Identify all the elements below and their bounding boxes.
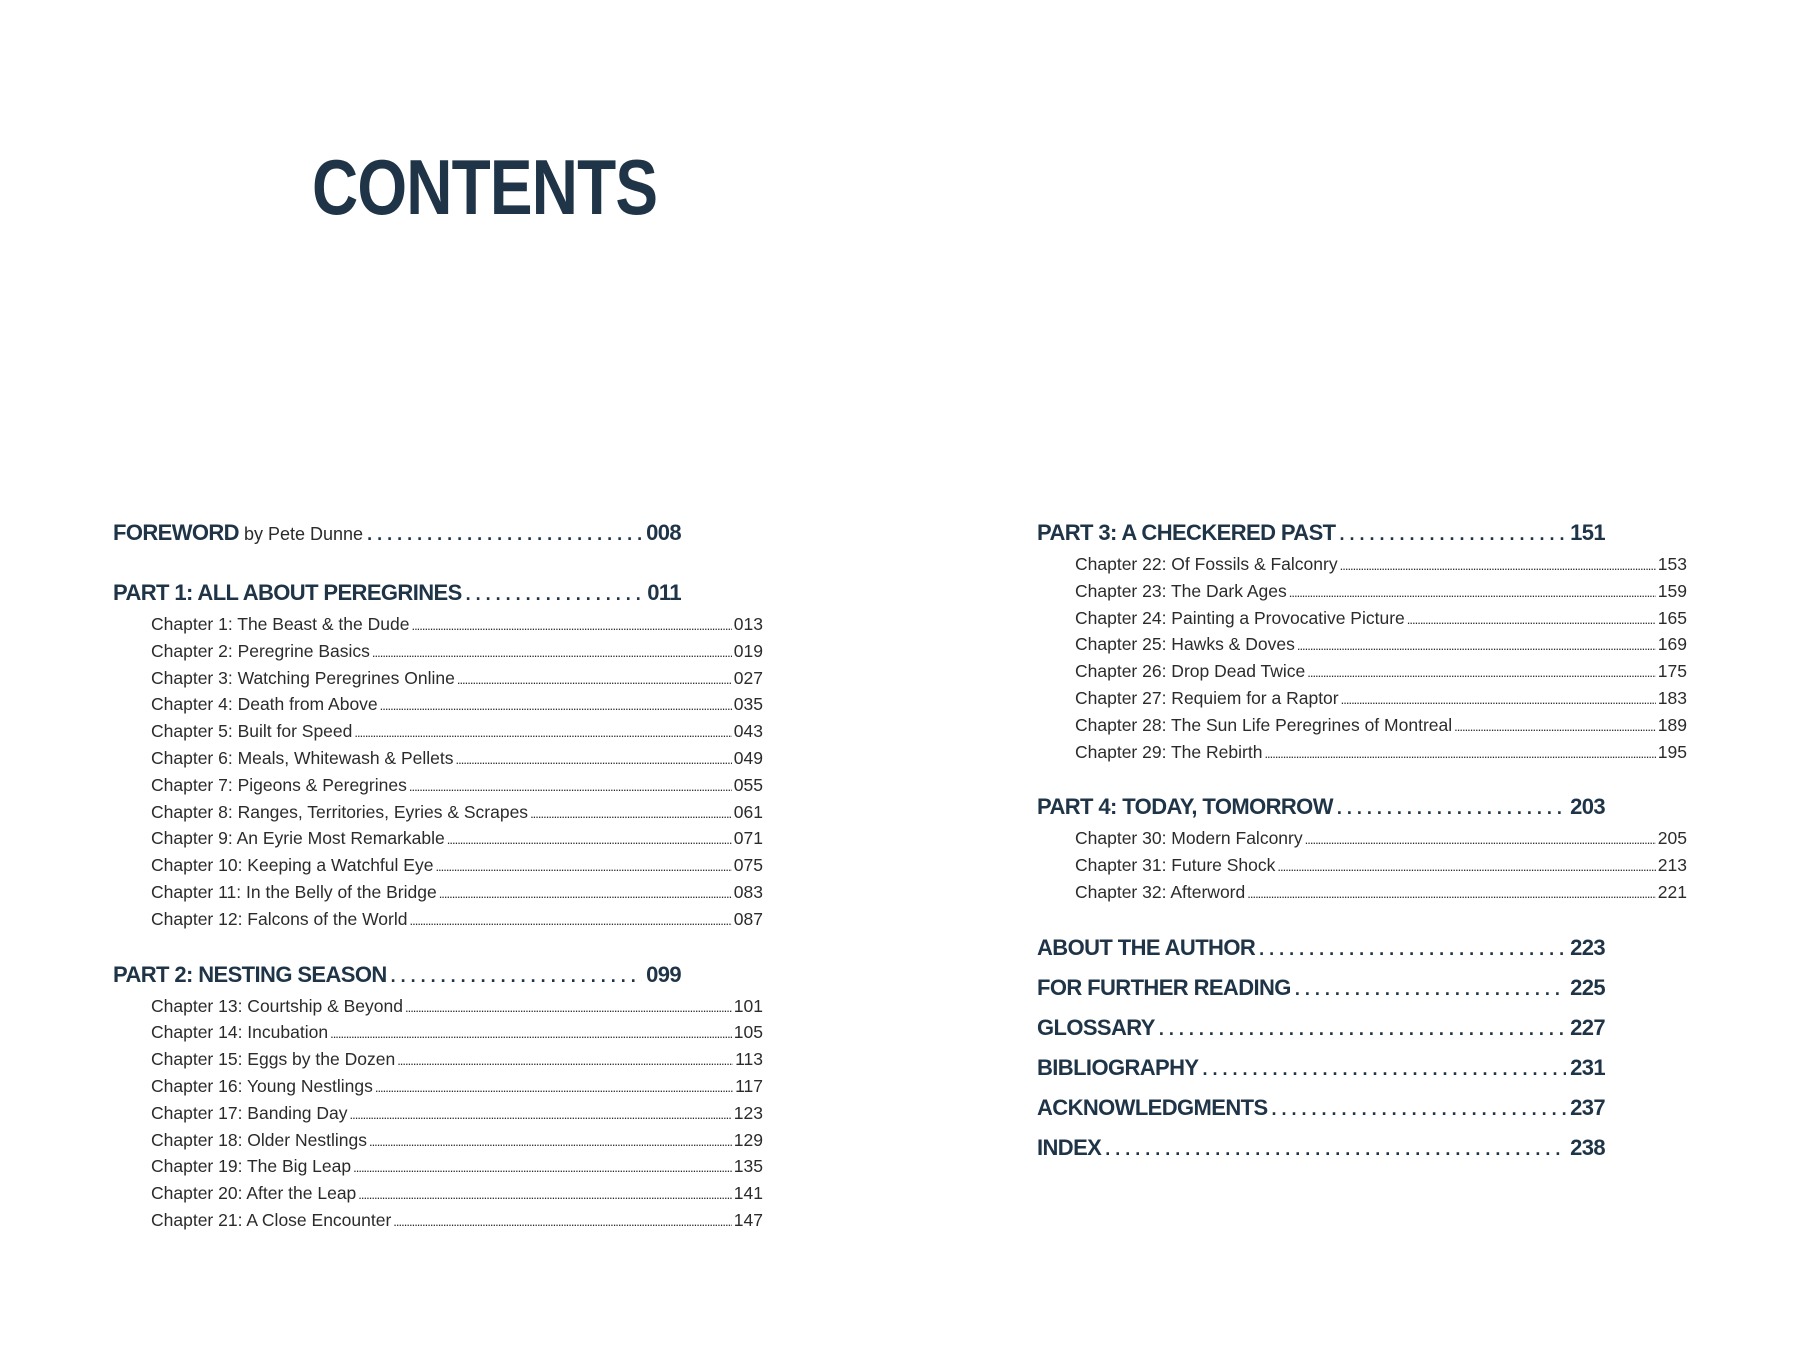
toc-section bbox=[113, 580, 763, 936]
heading-label: ACKNOWLEDGMENTS bbox=[1037, 1094, 1268, 1120]
dot-leader bbox=[409, 913, 731, 928]
toc-heading-glossary[interactable] bbox=[1037, 1015, 1605, 1055]
heading-label: FOR FURTHER READING bbox=[1037, 974, 1291, 1000]
toc-heading-part-4-today-tomorrow[interactable] bbox=[1037, 794, 1605, 828]
toc-left-column bbox=[113, 520, 763, 1263]
chapter-page-number: 027 bbox=[733, 667, 763, 688]
dot-leader bbox=[1159, 1019, 1566, 1040]
toc-heading-for-further-reading[interactable] bbox=[1037, 975, 1605, 1015]
chapter-page-number: 075 bbox=[733, 855, 763, 876]
dot-leader bbox=[380, 698, 732, 713]
chapter-page-number: 071 bbox=[733, 828, 763, 849]
dot-leader bbox=[1341, 692, 1656, 707]
toc-heading-bibliography[interactable] bbox=[1037, 1055, 1605, 1095]
toc-chapter-entry[interactable] bbox=[1075, 554, 1687, 581]
chapter-page-number: 159 bbox=[1657, 580, 1687, 601]
dot-leader bbox=[367, 524, 642, 545]
toc-chapter-entry[interactable] bbox=[1075, 882, 1687, 909]
toc-heading-about-the-author[interactable] bbox=[1037, 935, 1605, 975]
heading-label: ABOUT THE AUTHOR bbox=[1037, 934, 1256, 960]
chapter-page-number: 035 bbox=[733, 694, 763, 715]
chapter-label: Chapter 24: Painting a Provocative Picture bbox=[1075, 607, 1405, 628]
heading-page-number: 008 bbox=[646, 520, 681, 545]
dot-leader bbox=[393, 1214, 732, 1229]
heading-page-number: 231 bbox=[1570, 1054, 1605, 1080]
chapter-label: Chapter 12: Falcons of the World bbox=[151, 908, 408, 929]
heading-label: GLOSSARY bbox=[1037, 1014, 1155, 1040]
toc-chapter-entry[interactable] bbox=[151, 1076, 763, 1103]
heading-page-number: 225 bbox=[1570, 974, 1605, 1000]
chapter-label: Chapter 17: Banding Day bbox=[151, 1102, 348, 1123]
chapter-label: Chapter 19: The Big Leap bbox=[151, 1156, 352, 1177]
heading-page-number: 223 bbox=[1570, 934, 1605, 960]
toc-chapter-entry[interactable] bbox=[151, 828, 763, 855]
heading-label: BIBLIOGRAPHY bbox=[1037, 1054, 1199, 1080]
chapter-page-number: 153 bbox=[1657, 554, 1687, 574]
chapter-page-number: 135 bbox=[733, 1156, 763, 1177]
page-title: CONTENTS bbox=[312, 143, 658, 231]
dot-leader bbox=[447, 832, 732, 847]
dot-leader bbox=[1277, 859, 1655, 874]
dot-leader bbox=[354, 725, 731, 740]
dot-leader bbox=[409, 779, 732, 794]
toc-heading-part-1-all-about-peregrines[interactable] bbox=[113, 580, 681, 614]
toc-chapter-entry[interactable] bbox=[151, 1103, 763, 1130]
chapter-label: Chapter 18: Older Nestlings bbox=[151, 1129, 367, 1150]
dot-leader bbox=[1340, 558, 1656, 573]
dot-leader bbox=[1264, 746, 1655, 761]
chapter-page-number: 165 bbox=[1657, 607, 1687, 628]
heading-label: PART 2: NESTING SEASON bbox=[113, 961, 387, 987]
dot-leader bbox=[466, 584, 644, 605]
chapter-page-number: 189 bbox=[1657, 714, 1687, 735]
chapter-label: Chapter 14: Incubation bbox=[151, 1022, 329, 1043]
chapter-label: Chapter 21: A Close Encounter bbox=[151, 1209, 392, 1230]
chapter-label: Chapter 2: Peregrine Basics bbox=[151, 640, 370, 661]
heading-label: PART 4: TODAY, TOMORROW bbox=[1037, 794, 1333, 820]
heading-page-number: 099 bbox=[646, 961, 681, 987]
heading-label: FOREWORD bbox=[113, 520, 239, 545]
chapter-label: Chapter 4: Death from Above bbox=[151, 694, 378, 715]
dot-leader bbox=[1340, 524, 1567, 545]
dot-leader bbox=[457, 672, 732, 687]
heading-label: INDEX bbox=[1037, 1134, 1102, 1160]
chapter-page-number: 175 bbox=[1657, 661, 1687, 682]
toc-chapter-entry[interactable] bbox=[1075, 715, 1687, 742]
dot-leader bbox=[1305, 832, 1656, 847]
toc-chapter-entry[interactable] bbox=[151, 1210, 763, 1237]
toc-right-column bbox=[1037, 520, 1687, 1175]
dot-leader bbox=[369, 1134, 732, 1149]
chapter-label: Chapter 27: Requiem for a Raptor bbox=[1075, 687, 1339, 708]
chapter-page-number: 195 bbox=[1657, 741, 1687, 762]
toc-section bbox=[113, 962, 763, 1237]
chapter-label: Chapter 6: Meals, Whitewash & Pellets bbox=[151, 747, 454, 768]
chapter-page-number: 183 bbox=[1657, 687, 1687, 708]
dot-leader bbox=[391, 966, 642, 987]
chapter-label: Chapter 29: The Rebirth bbox=[1075, 741, 1263, 762]
dot-leader bbox=[1454, 719, 1656, 734]
back-matter-list bbox=[1037, 935, 1687, 1175]
heading-page-number: 203 bbox=[1570, 794, 1605, 820]
chapter-page-number: 019 bbox=[733, 640, 763, 661]
dot-leader bbox=[372, 645, 732, 660]
toc-chapter-entry[interactable] bbox=[1075, 828, 1687, 855]
heading-page-number: 238 bbox=[1570, 1134, 1605, 1160]
dot-leader bbox=[350, 1107, 732, 1122]
chapter-label: Chapter 20: After the Leap bbox=[151, 1183, 357, 1204]
toc-chapter-entry[interactable] bbox=[1075, 688, 1687, 715]
chapter-page-number: 129 bbox=[733, 1129, 763, 1150]
dot-leader bbox=[330, 1026, 732, 1041]
chapter-label: Chapter 15: Eggs by the Dozen bbox=[151, 1049, 396, 1070]
toc-chapter-entry[interactable] bbox=[151, 882, 763, 909]
dot-leader bbox=[435, 859, 731, 874]
toc-chapter-entry[interactable] bbox=[151, 1049, 763, 1076]
toc-chapter-entry[interactable] bbox=[151, 996, 763, 1023]
dot-leader bbox=[1247, 886, 1656, 901]
toc-chapter-entry[interactable] bbox=[151, 641, 763, 668]
chapter-page-number: 221 bbox=[1657, 881, 1687, 902]
dot-leader bbox=[1272, 1099, 1567, 1120]
toc-section bbox=[1037, 794, 1687, 908]
toc-chapter-entry[interactable] bbox=[151, 1130, 763, 1157]
toc-heading-acknowledgments[interactable] bbox=[1037, 1095, 1605, 1135]
chapter-label: Chapter 32: Afterword bbox=[1075, 881, 1246, 902]
dot-leader bbox=[1202, 1059, 1566, 1080]
dot-leader bbox=[1337, 798, 1566, 819]
chapter-label: Chapter 8: Ranges, Territories, Eyries & Scrapes bbox=[151, 801, 529, 822]
toc-chapter-entry[interactable] bbox=[151, 614, 763, 641]
dot-leader bbox=[1307, 665, 1656, 680]
chapter-label: Chapter 3: Watching Peregrines Online bbox=[151, 667, 455, 688]
dot-leader bbox=[1407, 612, 1656, 627]
chapter-page-number: 055 bbox=[733, 774, 763, 795]
dot-leader bbox=[1105, 1139, 1566, 1160]
chapter-label: Chapter 31: Future Shock bbox=[1075, 855, 1276, 876]
toc-section bbox=[1037, 520, 1687, 768]
chapter-page-number: 105 bbox=[733, 1022, 763, 1043]
chapter-label: Chapter 9: An Eyrie Most Remarkable bbox=[151, 828, 445, 849]
chapter-page-number: 083 bbox=[733, 881, 763, 902]
toc-chapter-entry[interactable] bbox=[151, 721, 763, 748]
toc-chapter-entry[interactable] bbox=[151, 1183, 763, 1210]
chapter-label: Chapter 7: Pigeons & Peregrines bbox=[151, 774, 407, 795]
dot-leader bbox=[1259, 939, 1566, 960]
chapter-page-number: 087 bbox=[733, 908, 763, 929]
dot-leader bbox=[456, 752, 732, 767]
toc-chapter-entry[interactable] bbox=[1075, 581, 1687, 608]
toc-chapter-entry[interactable] bbox=[151, 909, 763, 936]
chapter-page-number: 101 bbox=[733, 995, 763, 1016]
toc-chapter-entry[interactable] bbox=[1075, 855, 1687, 882]
chapter-label: Chapter 23: The Dark Ages bbox=[1075, 580, 1287, 601]
toc-chapter-entry[interactable] bbox=[151, 668, 763, 695]
toc-chapter-entry[interactable] bbox=[151, 748, 763, 775]
dot-leader bbox=[405, 1000, 732, 1015]
toc-chapter-entry[interactable] bbox=[1075, 634, 1687, 661]
heading-label: PART 1: ALL ABOUT PEREGRINES bbox=[113, 580, 462, 605]
chapter-label: Chapter 16: Young Nestlings bbox=[151, 1075, 373, 1096]
chapter-page-number: 213 bbox=[1657, 855, 1687, 876]
heading-page-number: 237 bbox=[1570, 1094, 1605, 1120]
toc-chapter-entry[interactable] bbox=[151, 694, 763, 721]
toc-heading-foreword[interactable] bbox=[113, 520, 681, 554]
chapter-label: Chapter 13: Courtship & Beyond bbox=[151, 995, 403, 1016]
toc-chapter-entry[interactable] bbox=[151, 855, 763, 882]
chapter-label: Chapter 11: In the Belly of the Bridge bbox=[151, 881, 437, 902]
toc-heading-part-3-a-checkered-past[interactable] bbox=[1037, 520, 1605, 554]
dot-leader bbox=[358, 1187, 732, 1202]
chapter-label: Chapter 1: The Beast & the Dude bbox=[151, 614, 410, 634]
toc-chapter-entry[interactable] bbox=[151, 802, 763, 829]
dot-leader bbox=[411, 618, 731, 633]
chapter-label: Chapter 10: Keeping a Watchful Eye bbox=[151, 855, 434, 876]
toc-heading-index[interactable] bbox=[1037, 1135, 1605, 1175]
heading-byline: by Pete Dunne bbox=[243, 524, 364, 544]
chapter-page-number: 205 bbox=[1657, 828, 1687, 849]
chapter-page-number: 043 bbox=[733, 721, 763, 742]
dot-leader bbox=[1295, 979, 1566, 1000]
chapter-page-number: 113 bbox=[735, 1049, 763, 1070]
dot-leader bbox=[1297, 638, 1656, 653]
heading-page-number: 011 bbox=[647, 580, 681, 605]
toc-section bbox=[113, 520, 763, 554]
toc-chapter-entry[interactable] bbox=[151, 775, 763, 802]
chapter-page-number: 123 bbox=[733, 1102, 763, 1123]
chapter-page-number: 169 bbox=[1657, 634, 1687, 655]
toc-chapter-entry[interactable] bbox=[1075, 661, 1687, 688]
heading-page-number: 227 bbox=[1570, 1014, 1605, 1040]
dot-leader bbox=[353, 1160, 732, 1175]
chapter-label: Chapter 28: The Sun Life Peregrines of Montreal bbox=[1075, 714, 1453, 735]
toc-chapter-entry[interactable] bbox=[151, 1156, 763, 1183]
chapter-page-number: 013 bbox=[733, 614, 763, 634]
chapter-label: Chapter 5: Built for Speed bbox=[151, 721, 353, 742]
chapter-label: Chapter 30: Modern Falconry bbox=[1075, 828, 1303, 849]
toc-chapter-entry[interactable] bbox=[1075, 608, 1687, 635]
chapter-page-number: 141 bbox=[733, 1183, 763, 1204]
toc-chapter-entry[interactable] bbox=[151, 1022, 763, 1049]
heading-label: PART 3: A CHECKERED PAST bbox=[1037, 520, 1336, 545]
dot-leader bbox=[439, 886, 732, 901]
chapter-page-number: 061 bbox=[733, 801, 763, 822]
chapter-label: Chapter 22: Of Fossils & Falconry bbox=[1075, 554, 1338, 574]
chapter-page-number: 049 bbox=[733, 747, 763, 768]
chapter-page-number: 117 bbox=[735, 1075, 763, 1096]
heading-page-number: 151 bbox=[1570, 520, 1605, 545]
toc-heading-part-2-nesting-season[interactable] bbox=[113, 962, 681, 996]
chapter-label: Chapter 26: Drop Dead Twice bbox=[1075, 661, 1306, 682]
chapter-page-number: 147 bbox=[733, 1209, 763, 1230]
chapter-label: Chapter 25: Hawks & Doves bbox=[1075, 634, 1295, 655]
dot-leader bbox=[530, 806, 732, 821]
dot-leader bbox=[375, 1080, 733, 1095]
dot-leader bbox=[1289, 585, 1656, 600]
toc-chapter-entry[interactable] bbox=[1075, 742, 1687, 769]
dot-leader bbox=[397, 1053, 733, 1068]
